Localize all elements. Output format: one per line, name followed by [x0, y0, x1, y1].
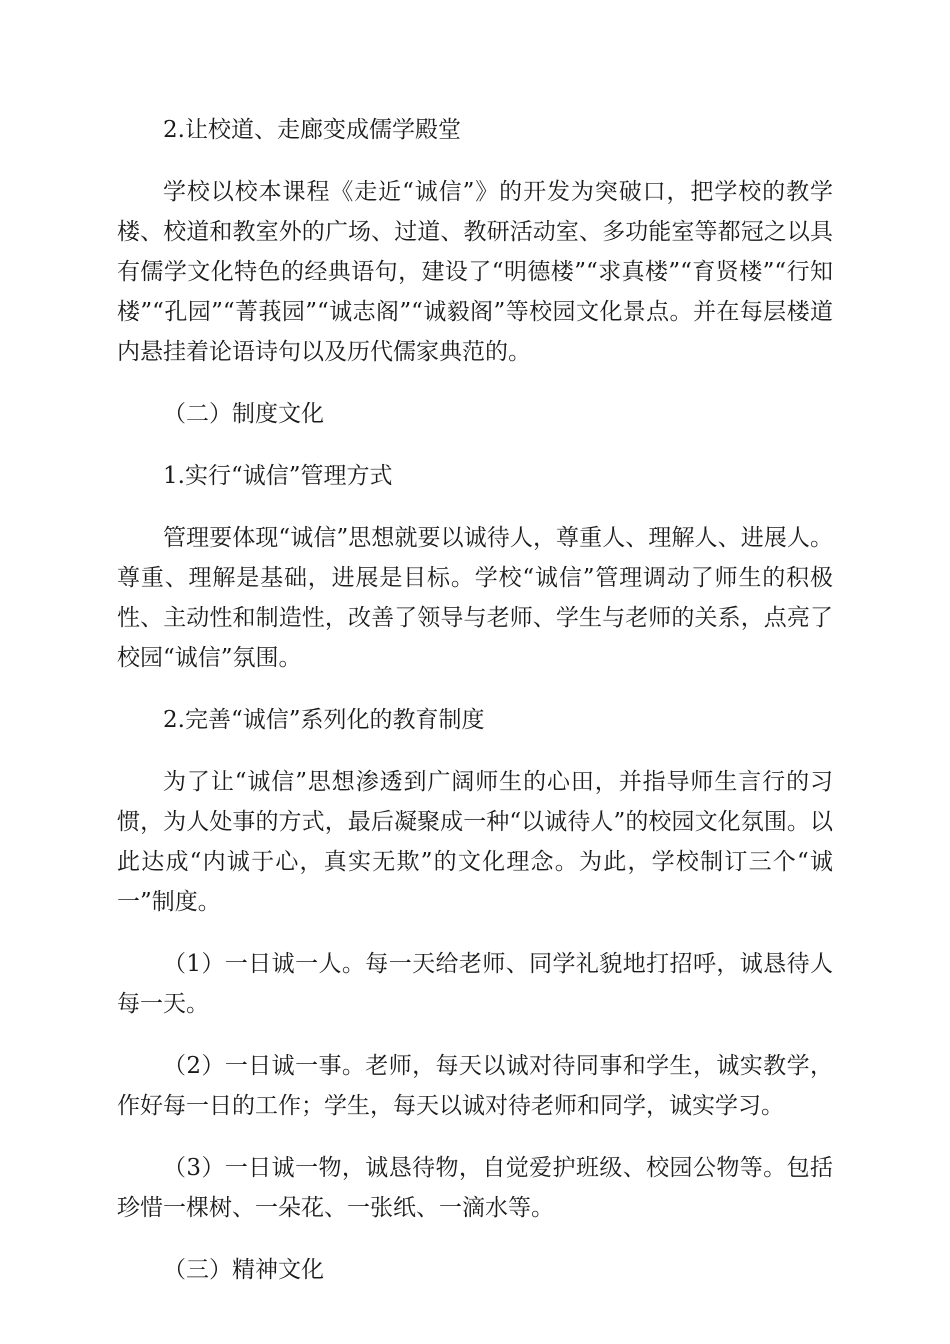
- paragraph-item-1: （1）一日诚一人。每一天给老师、同学礼貌地打招呼，诚恳待人每一天。: [117, 951, 833, 1017]
- section-heading-system-culture: （二）制度文化: [163, 401, 324, 427]
- section-heading-2-corridor: 2.让校道、走廊变成儒学殿堂: [163, 117, 461, 143]
- paragraph-corridor: 学校以校本课程《走近“诚信”》的开发为突破口，把学校的教学楼、校道和教室外的广场、过道、教研活动室、多功能室等都冠之以具有儒学文化特色的经典语句，建设了“明德楼”“求真楼”“育贤楼”“行知楼”“孔园”“菁莪园”“诚志阁”“诚毅阁”等校园文化景点。并在每层楼道内悬挂着论语诗句以及历代儒家典范的。: [117, 179, 833, 365]
- paragraph-system: 为了让“诚信”思想渗透到广阔师生的心田，并指导师生言行的习惯，为人处事的方式，最后凝聚成一种“以诚待人”的校园文化氛围。以此达成“内诚于心，真实无欺”的文化理念。为此，学校制订三个“诚一”制度。: [117, 769, 833, 915]
- paragraph-item-2: （2）一日诚一事。老师，每天以诚对待同事和学生，诚实教学，作好每一日的工作；学生，每天以诚对待老师和同学，诚实学习。: [117, 1053, 833, 1119]
- section-heading-2-system: 2.完善“诚信”系列化的教育制度: [163, 707, 485, 733]
- paragraph-item-3: （3）一日诚一物，诚恳待物，自觉爱护班级、校园公物等。包括珍惜一棵树、一朵花、一张纸、一滴水等。: [117, 1155, 833, 1221]
- document-body: [117, 110, 833, 1312]
- section-heading-1-management: 1.实行“诚信”管理方式: [163, 463, 393, 489]
- section-heading-spirit-culture: （三）精神文化: [163, 1257, 324, 1283]
- paragraph-management: 管理要体现“诚信”思想就要以诚待人，尊重人、理解人、进展人。尊重、理解是基础，进展是目标。学校“诚信”管理调动了师生的积极性、主动性和制造性，改善了领导与老师、学生与老师的关系，点亮了校园“诚信”氛围。: [117, 525, 833, 671]
